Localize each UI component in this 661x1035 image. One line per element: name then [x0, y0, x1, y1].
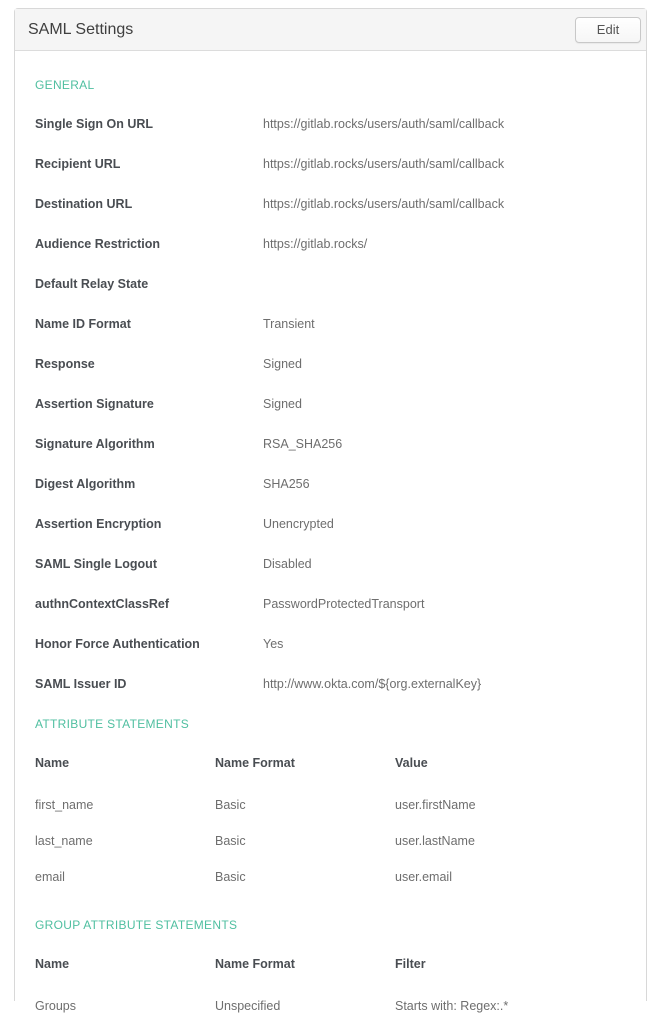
attr-name-format: Basic	[215, 870, 246, 884]
field-row-sso-url	[35, 117, 626, 157]
field-row-saml-issuer-id	[35, 677, 626, 717]
column-header-name: Name	[35, 756, 70, 770]
field-value: Disabled	[263, 557, 312, 571]
table-row	[35, 870, 626, 906]
section-title-general: GENERAL	[35, 78, 95, 92]
field-label: Single Sign On URL	[35, 117, 154, 131]
field-value: https://gitlab.rocks/users/auth/saml/callback	[263, 157, 505, 171]
field-row-assertion-encryption	[35, 517, 626, 557]
field-row-saml-single-logout	[35, 557, 626, 597]
attribute-statements-table	[35, 756, 626, 906]
field-label: SAML Single Logout	[35, 557, 157, 571]
field-row-default-relay-state	[35, 277, 626, 317]
field-value: Yes	[263, 637, 284, 651]
group-attribute-statements-table	[35, 957, 626, 1035]
field-value: SHA256	[263, 477, 310, 491]
page-title: SAML Settings	[28, 20, 134, 38]
field-value: https://gitlab.rocks/	[263, 237, 368, 251]
field-row-authncontextclassref	[35, 597, 626, 637]
field-label: Honor Force Authentication	[35, 637, 200, 651]
field-row-assertion-signature	[35, 397, 626, 437]
column-header-value: Value	[395, 756, 428, 770]
field-value: Signed	[263, 357, 302, 371]
field-label: Signature Algorithm	[35, 437, 155, 451]
field-value: https://gitlab.rocks/users/auth/saml/callback	[263, 197, 505, 211]
field-label: Recipient URL	[35, 157, 121, 171]
panel-body	[15, 51, 646, 1035]
field-value: https://gitlab.rocks/users/auth/saml/callback	[263, 117, 505, 131]
column-header-name-format: Name Format	[215, 756, 295, 770]
attr-name-format: Basic	[215, 834, 246, 848]
attr-name: first_name	[35, 798, 94, 812]
field-row-digest-algorithm	[35, 477, 626, 517]
group-filter: Starts with: Regex:.*	[395, 999, 509, 1013]
field-value: http://www.okta.com/${org.externalKey}	[263, 677, 482, 691]
field-row-response	[35, 357, 626, 397]
attr-value: user.email	[395, 870, 452, 884]
panel-header	[15, 9, 646, 51]
section-title-attribute-statements: ATTRIBUTE STATEMENTS	[35, 717, 190, 731]
attr-name: last_name	[35, 834, 93, 848]
attr-value: user.firstName	[395, 798, 476, 812]
attr-value: user.lastName	[395, 834, 475, 848]
edit-button[interactable]: Edit	[575, 17, 641, 43]
field-label: Name ID Format	[35, 317, 131, 331]
section-title-group-attribute-statements: GROUP ATTRIBUTE STATEMENTS	[35, 918, 238, 932]
field-label: Assertion Encryption	[35, 517, 162, 531]
field-value: Unencrypted	[263, 517, 334, 531]
column-header-name-format: Name Format	[215, 957, 295, 971]
field-label: SAML Issuer ID	[35, 677, 127, 691]
attr-name: email	[35, 870, 65, 884]
field-label: Assertion Signature	[35, 397, 154, 411]
field-row-destination-url	[35, 197, 626, 237]
field-label: Destination URL	[35, 197, 133, 211]
table-row	[35, 999, 626, 1035]
field-row-honor-force-authentication	[35, 637, 626, 677]
field-value: RSA_SHA256	[263, 437, 343, 451]
saml-settings-panel	[14, 8, 647, 1013]
field-label: Audience Restriction	[35, 237, 161, 251]
group-name: Groups	[35, 999, 76, 1013]
field-label: Digest Algorithm	[35, 477, 136, 491]
field-value: PasswordProtectedTransport	[263, 597, 425, 611]
field-label: Response	[35, 357, 95, 371]
field-row-recipient-url	[35, 157, 626, 197]
field-row-name-id-format	[35, 317, 626, 357]
group-name-format: Unspecified	[215, 999, 281, 1013]
table-header-row	[35, 957, 626, 999]
column-header-name: Name	[35, 957, 70, 971]
field-label: authnContextClassRef	[35, 597, 170, 611]
field-row-signature-algorithm	[35, 437, 626, 477]
general-fields	[35, 117, 626, 717]
field-row-audience-restriction	[35, 237, 626, 277]
table-header-row	[35, 756, 626, 798]
table-row	[35, 798, 626, 834]
table-row	[35, 834, 626, 870]
field-value: Signed	[263, 397, 302, 411]
attr-name-format: Basic	[215, 798, 246, 812]
column-header-filter: Filter	[395, 957, 426, 971]
field-label: Default Relay State	[35, 277, 149, 291]
field-value: Transient	[263, 317, 315, 331]
